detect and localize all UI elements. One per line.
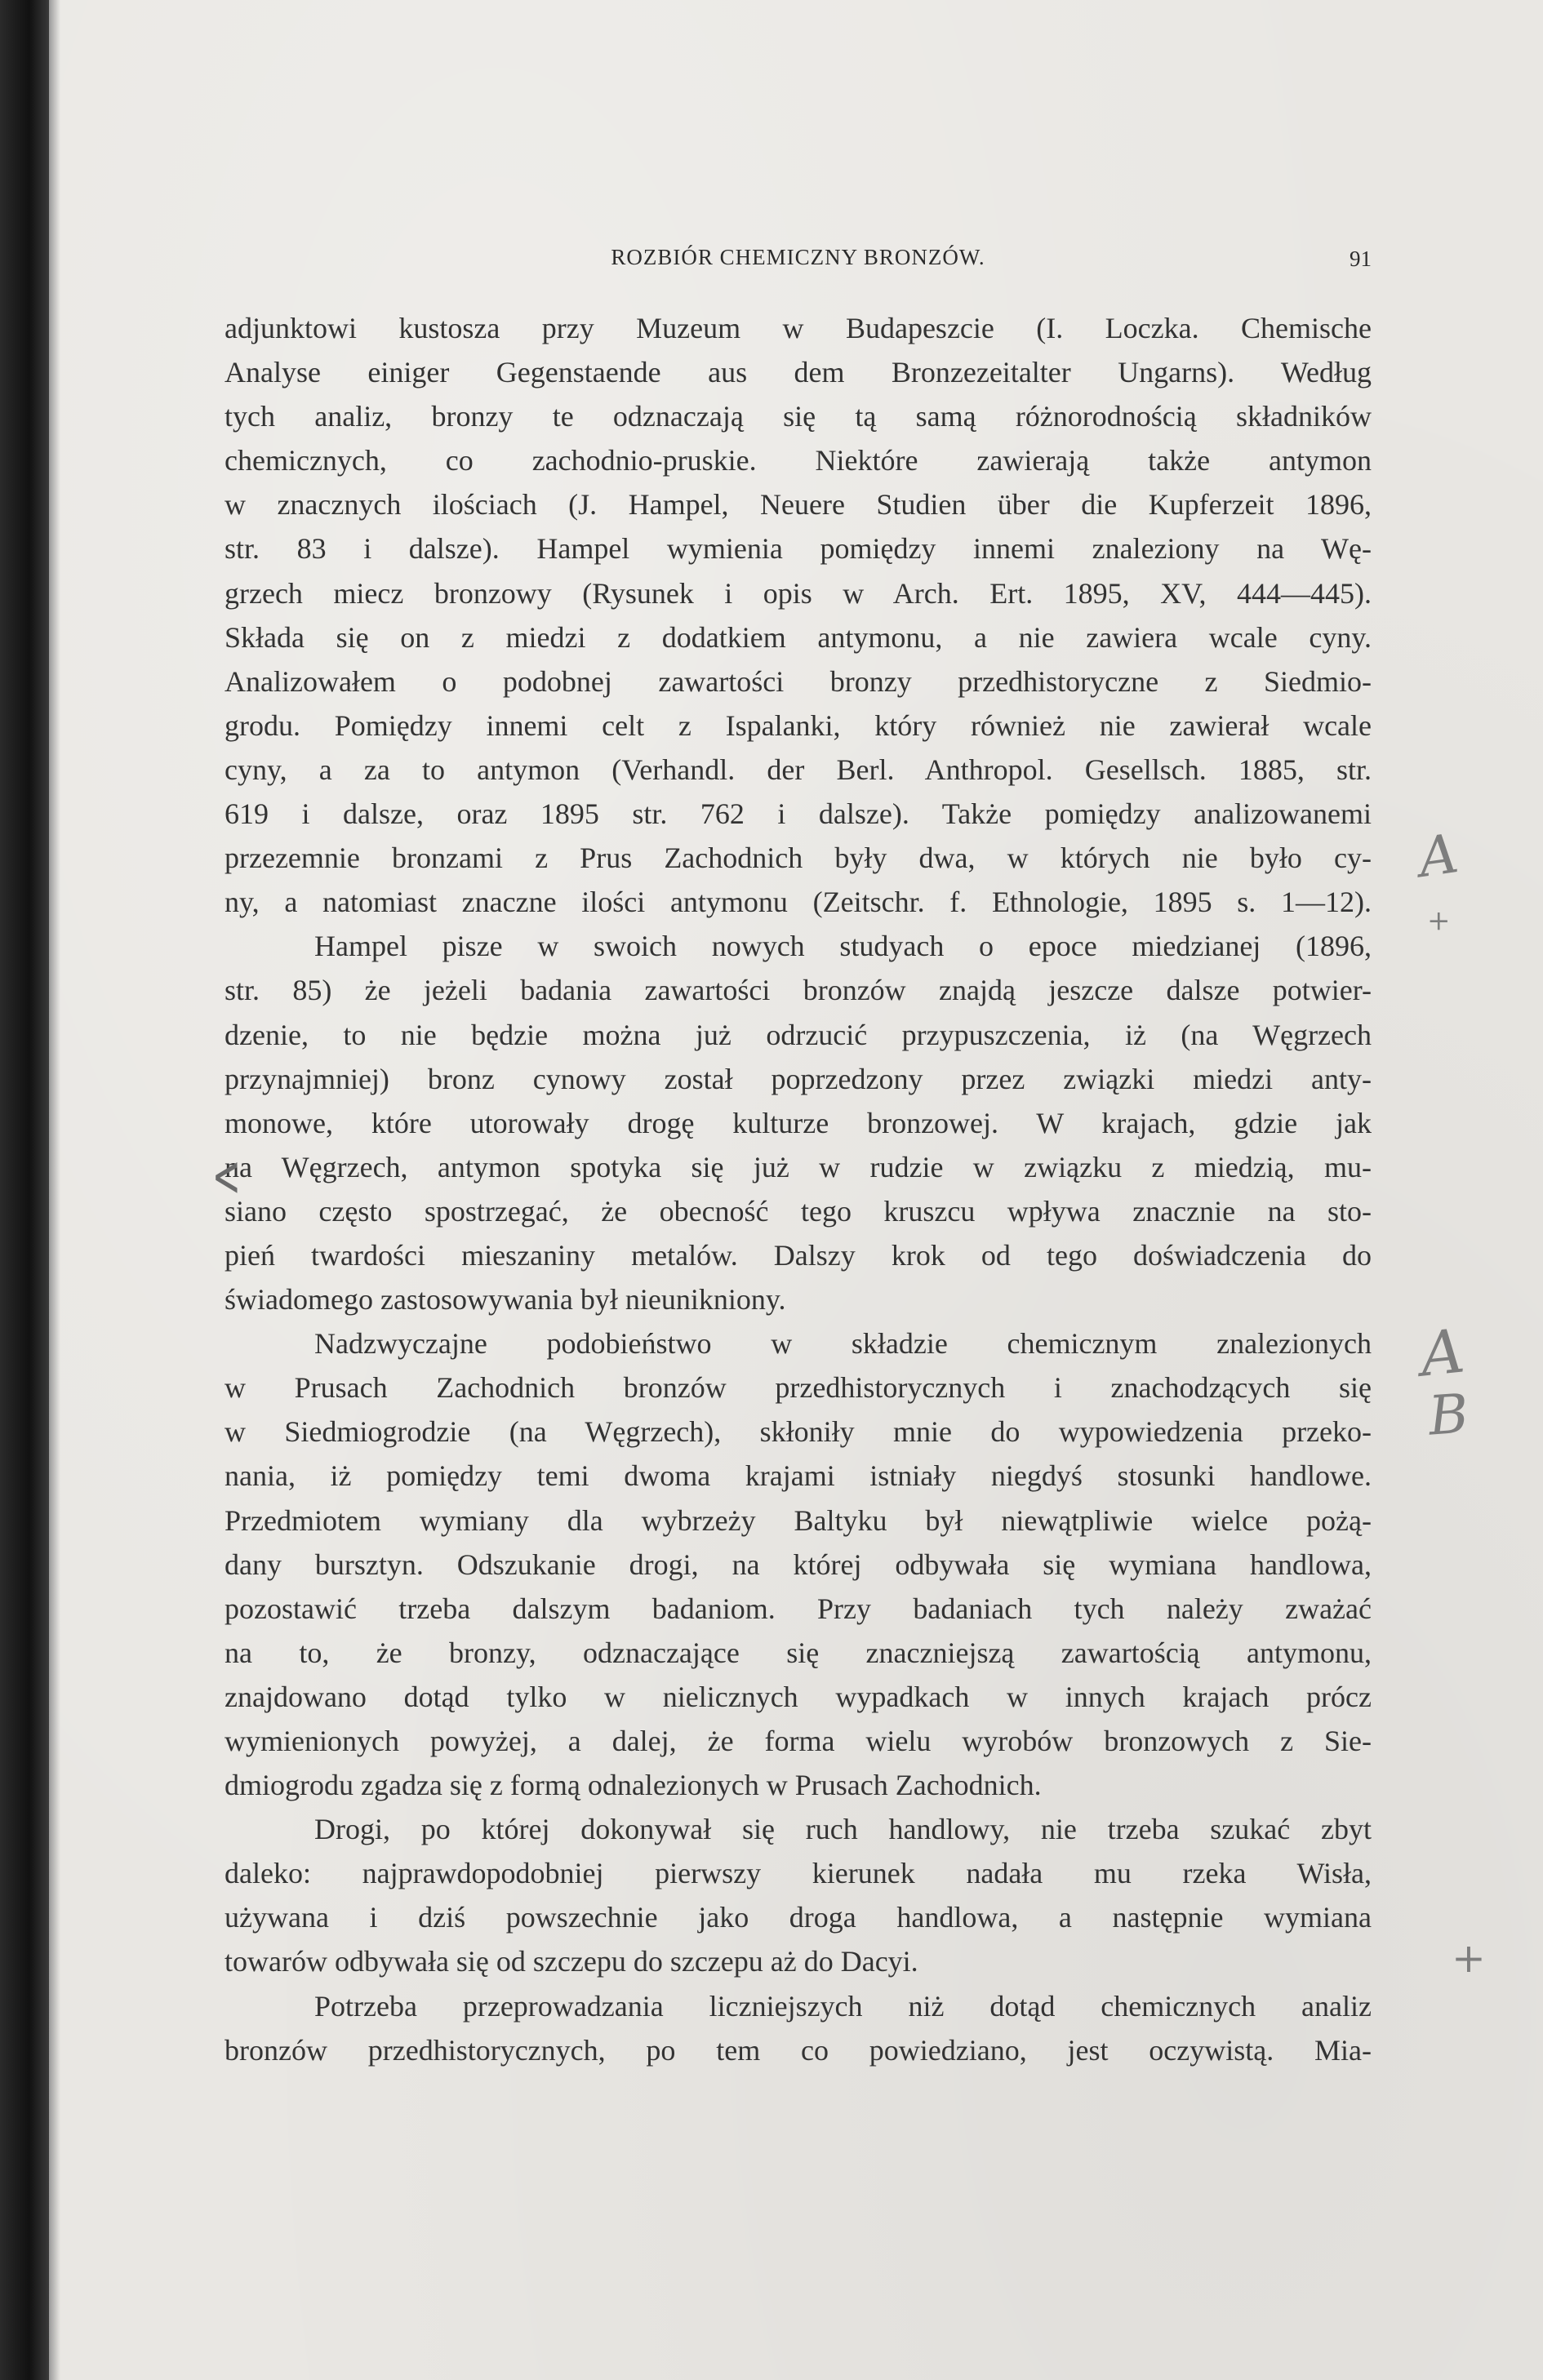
page-number: 91 [1350, 246, 1372, 271]
text-line: na Węgrzech, antymon spotyka się już w rudzie w związku z miedzią, mu- [225, 1150, 1372, 1183]
text-line: Nadzwyczajne podobieństwo w składzie chemicznym znalezionych [314, 1327, 1372, 1361]
text-line: pień twardości mieszaniny metalów. Dalszy krok od tego doświadczenia do [225, 1238, 1372, 1272]
text-line: świadomego zastosowywania był nieunikniony. [225, 1283, 786, 1317]
text-line: wymienionych powyżej, a dalej, że forma wielu wyrobów bronzowych z Sie- [225, 1725, 1372, 1757]
text-line: pozostawić trzeba dalszym badaniom. Przy badaniach tych należy zważać [225, 1592, 1372, 1625]
running-title: ROZBIÓR CHEMICZNY BRONZÓW. [611, 245, 985, 269]
text-line: tych analiz, bronzy te odznaczają się tą samą różnorodnością składników [225, 400, 1372, 433]
text-line: w Siedmiogrodzie (na Węgrzech), skłoniły mnie do wypowiedzenia przeko- [225, 1415, 1372, 1449]
text-line: znajdowano dotąd tylko w nielicznych wypadkach w innych krajach prócz [225, 1680, 1372, 1713]
margin-note: B [1426, 1382, 1471, 1448]
text-line: Analyse einiger Gegenstaende aus dem Bronzezeitalter Ungarns). Według [225, 356, 1372, 389]
text-line: dany bursztyn. Odszukanie drogi, na której odbywała się wymiana handlowa, [225, 1547, 1372, 1581]
text-line: bronzów przedhistorycznych, po tem co powiedziano, jest oczywistą. Mia- [225, 2033, 1372, 2067]
text-line: Potrzeba przeprowadzania liczniejszych niż dotąd chemicznych analiz [314, 1989, 1372, 2023]
text-line: Przedmiotem wymiany dla wybrzeży Baltyku był niewątpliwie wielce pożą- [225, 1503, 1372, 1537]
book-spine [0, 0, 49, 2380]
text-line: nania, iż pomiędzy temi dwoma krajami istniały niegdyś stosunki handlowe. [225, 1459, 1372, 1493]
text-line: na to, że bronzy, odznaczające się znaczniejszą zawartością antymonu, [225, 1636, 1372, 1669]
text-line: towarów odbywała się od szczepu do szczepu aż do Dacyi. [225, 1945, 918, 1978]
text-line: siano często spostrzegać, że obecność tego kruszcu wpływa znacznie na sto- [225, 1194, 1372, 1228]
text-line: 619 i dalsze, oraz 1895 str. 762 i dalsze). Także pomiędzy analizowanemi [225, 797, 1372, 831]
text-line: monowe, które utorowały drogę kulturze bronzowej. W krajach, gdzie jak [225, 1106, 1372, 1139]
text-line: cyny, a za to antymon (Verhandl. der Berl. Anthropol. Gesellsch. 1885, str. [225, 753, 1372, 786]
text-line: Drogi, po której dokonywał się ruch handlowy, nie trzeba szukać zbyt [314, 1813, 1372, 1846]
text-line: w Prusach Zachodnich bronzów przedhistorycznych i znachodzących się [225, 1371, 1372, 1405]
text-line: grodu. Pomiędzy innemi celt z Ispalanki, który również nie zawierał wcale [225, 708, 1372, 742]
text-line: adjunktowi kustosza przy Muzeum w Budapeszcie (I. Loczka. Chemische [225, 312, 1372, 344]
margin-note: + [1427, 904, 1451, 937]
text-line: daleko: najprawdopodobniej pierwszy kierunek nadała mu rzeka Wisła, [225, 1857, 1372, 1890]
text-line: przezemnie bronzami z Prus Zachodnich były dwa, w których nie było cy- [225, 841, 1372, 875]
text-line: używana i dziś powszechnie jako droga handlowa, a następnie wymiana [225, 1901, 1372, 1934]
margin-note: A [1416, 1316, 1468, 1391]
text-line: przynajmniej) bronz cynowy został poprzedzony przez związki miedzi anty- [225, 1062, 1372, 1095]
margin-bracket: < [211, 1143, 241, 1210]
text-line: w znacznych ilościach (J. Hampel, Neuere Studien über die Kupferzeit 1896, [225, 488, 1372, 522]
text-line: Analizowałem o podobnej zawartości bronzy przedhistoryczne z Siedmio- [225, 664, 1372, 698]
margin-note: + [1452, 1934, 1486, 1982]
text-line: Hampel pisze w swoich nowych studyach o epoce miedzianej (1896, [314, 930, 1372, 963]
body-text [225, 306, 1372, 2072]
text-line: Składa się on z miedzi z dodatkiem antymonu, a nie zawiera wcale cyny. [225, 620, 1372, 654]
text-line: str. 83 i dalsze). Hampel wymienia pomiędzy innemi znaleziony na Wę- [225, 532, 1372, 566]
text-line: dmiogrodu zgadza się z formą odnalezionych w Prusach Zachodnich. [225, 1769, 1042, 1802]
text-line: ny, a natomiast znaczne ilości antymonu (Zeitschr. f. Ethnologie, 1895 s. 1—12). [225, 886, 1372, 919]
margin-note: A [1414, 822, 1462, 890]
text-line: chemicznych, co zachodnio-pruskie. Niektóre zawierają także antymon [225, 444, 1372, 477]
text-line: grzech miecz bronzowy (Rysunek i opis w Arch. Ert. 1895, XV, 444—445). [225, 576, 1372, 610]
text-line: dzenie, to nie będzie można już odrzucić przypuszczenia, iż (na Węgrzech [225, 1018, 1372, 1051]
text-line: str. 85) że jeżeli badania zawartości bronzów znajdą jeszcze dalsze potwier- [225, 974, 1372, 1007]
page-header [225, 245, 1372, 278]
